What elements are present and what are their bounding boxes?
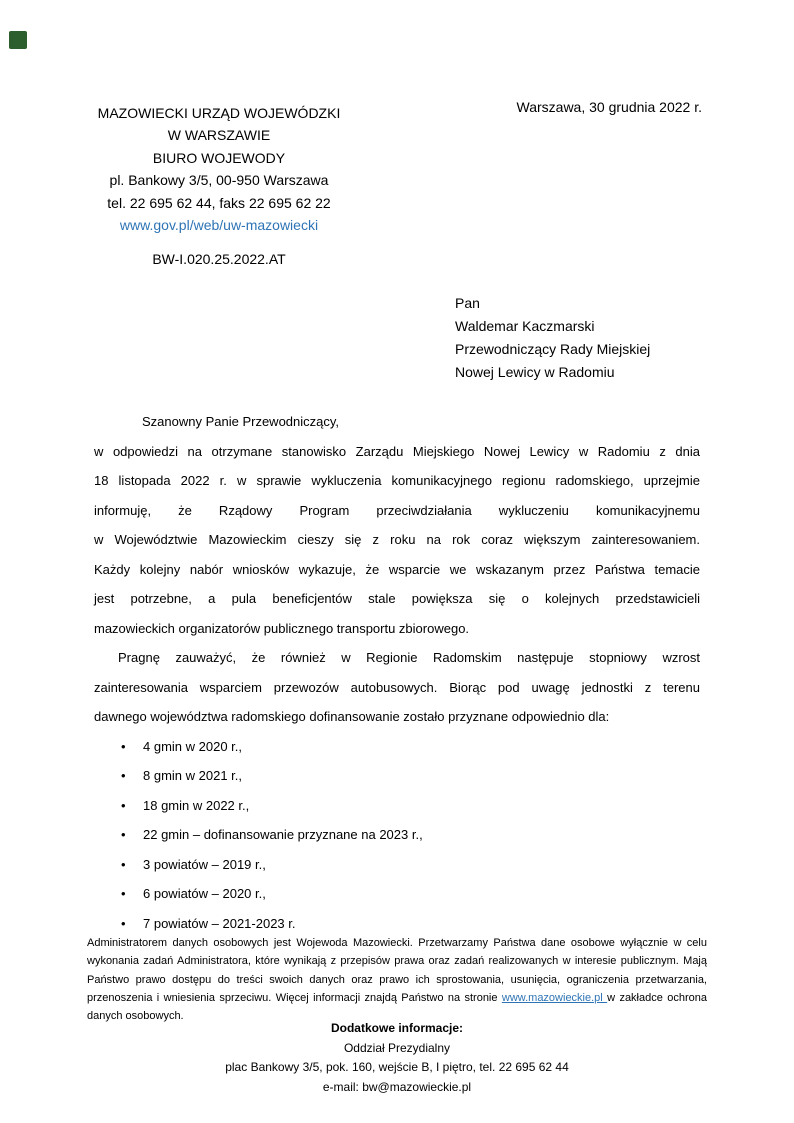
bullet-item — [94, 732, 700, 762]
privacy-notice — [87, 934, 707, 1025]
recipient-name: Waldemar Kaczmarski — [455, 318, 595, 334]
org-address: pl. Bankowy 3/5, 00-950 Warszawa — [109, 172, 329, 189]
paragraph1-line: jest potrzebne, a pula beneficjentów stale powiększa się o kolejnych przedstawicieli — [94, 591, 700, 606]
reference-number: BW-I.020.25.2022.AT — [152, 251, 286, 268]
info-email: e-mail: bw@mazowieckie.pl — [322, 1079, 472, 1094]
corner-marker-icon — [9, 31, 27, 49]
sender-header — [84, 102, 354, 271]
privacy-line-text: w zakładce ochrona — [607, 991, 707, 1004]
paragraph1-line: informuję, że Rządowy Program przeciwdziałania wykluczeniu komunikacyjnemu — [94, 502, 700, 518]
paragraph1-line: 18 listopada 2022 r. w sprawie wykluczenia komunikacyjnego regionu radomskiego, uprzejmie — [94, 473, 700, 488]
paragraph1-line: w odpowiedzi na otrzymane stanowisko Zarządu Miejskiego Nowej Lewicy w Radomiu z dnia — [94, 443, 700, 459]
salutation: Szanowny Panie Przewodniczący, — [142, 414, 340, 429]
privacy-line — [87, 989, 707, 1007]
privacy-link[interactable]: www.mazowieckie.pl — [501, 991, 608, 1004]
recipient-role: Przewodniczący Rady Miejskiej — [455, 341, 651, 357]
bullet-item — [94, 850, 700, 880]
org-phone-fax: tel. 22 695 62 44, faks 22 695 62 22 — [107, 194, 331, 211]
bullet-text: 18 gmin w 2022 r., — [143, 797, 250, 813]
bullet-text: 8 gmin w 2021 r., — [143, 768, 242, 783]
recipient-block — [455, 292, 650, 384]
privacy-line: wykonania zadań Administratora, które wynikają z przepisów prawa oraz zadań realizowanych w interesie publicznym. Mają — [87, 955, 707, 968]
bullet-text: 4 gmin w 2020 r., — [143, 738, 242, 754]
privacy-line: Administratorem danych osobowych jest Wojewoda Mazowiecki. Przetwarzamy Państwa dane osobowe wyłącznie w celu — [87, 937, 707, 949]
recipient-honorific: Pan — [455, 295, 480, 311]
org-title: MAZOWIECKI URZĄD WOJEWÓDZKI — [97, 105, 341, 121]
contact-info-block — [0, 1019, 794, 1097]
bullet-text: 6 powiatów – 2020 r., — [143, 886, 266, 901]
paragraph1-line: w Województwie Mazowieckim cieszy się z roku na rok coraz większym zainteresowaniem. — [94, 532, 700, 547]
bullet-text: 3 powiatów – 2019 r., — [143, 856, 266, 872]
bullet-icon: • — [121, 915, 126, 931]
bullet-icon: • — [121, 797, 126, 813]
org-bureau: BIURO WOJEWODY — [152, 149, 286, 166]
bullet-item — [94, 761, 700, 791]
privacy-line: Państwo prawo dostępu do treści swoich danych oraz prawo ich sprostowania, usunięcia, ograniczenia przetwarzania, — [87, 973, 707, 986]
bullet-icon: • — [121, 856, 126, 872]
bullet-icon: • — [121, 768, 126, 783]
bullet-icon: • — [121, 827, 126, 842]
bullet-text: 7 powiatów – 2021-2023 r. — [143, 915, 296, 931]
website-link[interactable]: www.gov.pl/web/uw-mazowiecki — [119, 217, 319, 234]
info-department: Oddział Prezydialny — [343, 1040, 451, 1055]
org-city: W WARSZAWIE — [167, 127, 271, 144]
bullet-icon: • — [121, 886, 126, 901]
bullet-text: 22 gmin – dofinansowanie przyznane na 2023 r., — [143, 827, 423, 842]
privacy-line: danych osobowych. — [87, 1010, 184, 1023]
letter-body — [94, 407, 700, 938]
privacy-line-text: przenoszenia i wniesienia sprzeciwu. Więcej informacji znajdą Państwo na stronie — [87, 991, 502, 1004]
bullet-icon: • — [121, 738, 126, 754]
letter-date: Warszawa, 30 grudnia 2022 r. — [516, 99, 702, 115]
paragraph2-line: dawnego województwa radomskiego dofinansowanie zostało przyznane odpowiednio dla: — [94, 709, 610, 724]
bullet-item — [94, 879, 700, 909]
paragraph1-line: Każdy kolejny nabór wniosków wykazuje, że wsparcie we wskazanym przez Państwa temacie — [94, 561, 700, 577]
info-title: Dodatkowe informacje: — [330, 1021, 464, 1035]
paragraph2-line: zainteresowania wsparciem przewozów autobusowych. Biorąc pod uwagę jednostki z terenu — [94, 679, 700, 695]
bullet-item — [94, 791, 700, 821]
info-address: plac Bankowy 3/5, pok. 160, wejście B, I piętro, tel. 22 695 62 44 — [225, 1060, 569, 1074]
recipient-org: Nowej Lewicy w Radomiu — [455, 364, 615, 380]
paragraph1-line: mazowieckich organizatorów publicznego transportu zbiorowego. — [94, 620, 470, 636]
paragraph2-line: Pragnę zauważyć, że również w Regionie Radomskim następuje stopniowy wzrost — [118, 650, 700, 665]
bullet-item — [94, 820, 700, 850]
